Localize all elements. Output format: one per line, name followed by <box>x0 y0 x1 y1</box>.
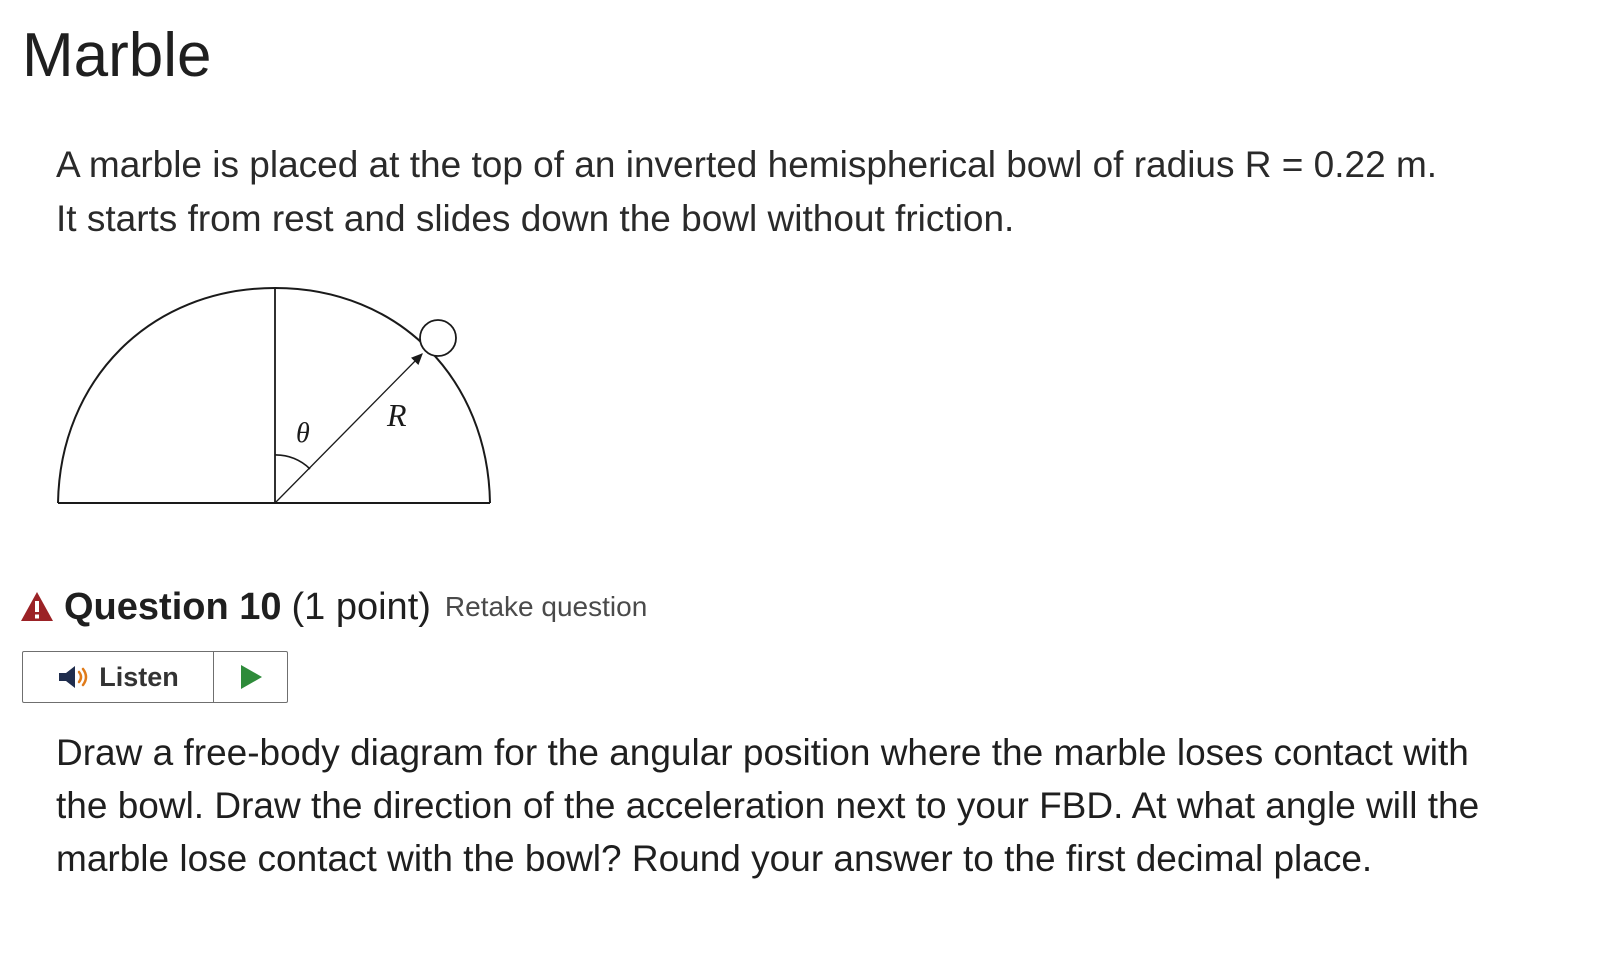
question-header <box>20 580 647 634</box>
question-points: (1 point) <box>291 585 431 628</box>
question-body: Draw a free-body diagram for the angular position where the marble loses contact with the bowl. Draw the direction of the acceleration next to your FBD. At what angle will the marble lose contact with the bowl? Round your answer to the first decimal place. <box>56 732 1480 879</box>
bowl-diagram <box>40 270 520 530</box>
radius-label: R <box>387 397 407 433</box>
retake-question-link[interactable]: Retake question <box>444 591 648 622</box>
speaker-icon <box>57 664 91 690</box>
intro-line-1: A marble is placed at the top of an inverted hemispherical bowl of radius R = 0.22 m. <box>56 144 1438 185</box>
marble <box>420 320 456 356</box>
bowl-arc <box>58 288 490 503</box>
page-title: Marble <box>22 21 212 90</box>
question-title: Question 10 <box>64 585 282 628</box>
theta-label: θ <box>296 418 310 449</box>
listen-widget <box>22 651 288 703</box>
theta-angle-arc <box>275 455 310 469</box>
problem-intro <box>56 138 1576 246</box>
play-icon <box>239 664 263 690</box>
intro-line-2: It starts from rest and slides down the bowl without friction. <box>56 198 1015 239</box>
play-button[interactable] <box>214 652 287 702</box>
listen-label: Listen <box>99 661 179 692</box>
warning-icon <box>20 590 54 624</box>
listen-button[interactable] <box>23 652 214 702</box>
